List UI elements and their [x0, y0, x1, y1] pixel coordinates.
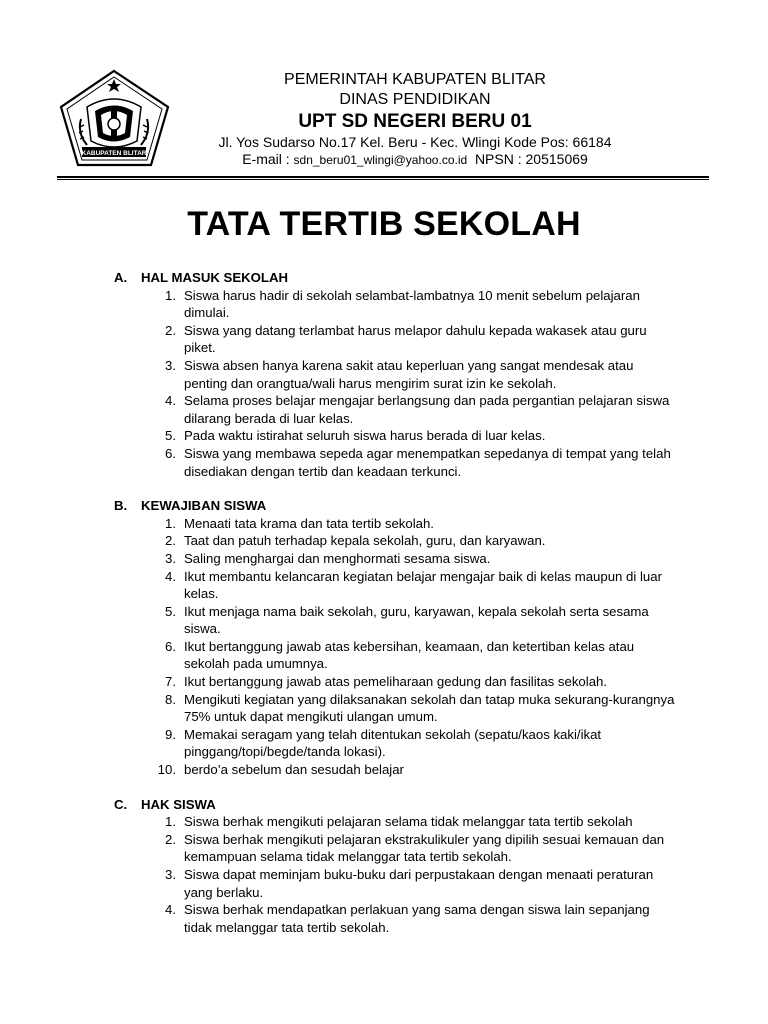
item-number: 5. [165, 603, 176, 619]
item-number: 5. [165, 428, 176, 444]
item-text: Memakai seragam yang telah ditentukan sekolah (sepatu/kaos kaki/ikat pinggang/topi/begde/tanda lokasi). [184, 726, 602, 760]
list-item [114, 550, 679, 568]
item-text: Siswa berhak mengikuti pelajaran ekstrakulikuler yang dipilih sesuai kemauan dan kemampuan selama tidak melanggar tata tertib sekolah. [184, 831, 665, 865]
section-heading-text: KEWAJIBAN SISWA [141, 498, 267, 514]
item-text: Menaati tata krama dan tata tertib sekolah. [184, 515, 434, 531]
kabupaten-blitar-emblem-icon [57, 67, 172, 169]
list-item [114, 515, 679, 533]
item-number: 1. [165, 814, 176, 830]
item-number: 10. [157, 762, 176, 778]
item-number: 4. [165, 568, 176, 584]
letterhead-school-name: UPT SD NEGERI BERU 01 [298, 111, 532, 133]
item-number: 3. [165, 550, 176, 566]
item-number: 2. [165, 831, 176, 847]
list-item [114, 427, 679, 445]
list-item [114, 532, 679, 550]
item-text: Pada waktu istirahat seluruh siswa harus berada di luar kelas. [184, 428, 546, 444]
item-number: 4. [165, 902, 176, 918]
section-heading [114, 269, 679, 287]
item-text: Saling menghargai dan menghormati sesama siswa. [184, 550, 491, 566]
item-text: Siswa berhak mendapatkan perlakuan yang sama dengan siswa lain sepanjang tidak melanggar tata tertib sekolah. [184, 902, 650, 935]
section-letter: C. [114, 796, 128, 812]
rules-sections [114, 269, 679, 953]
list-item [114, 691, 679, 726]
item-number: 8. [165, 691, 176, 707]
letterhead [180, 70, 650, 168]
item-text: Siswa yang membawa sepeda agar menempatkan sepedanya di tempat yang telah disediakan dengan tertib dan keadaan terkunci. [184, 445, 671, 479]
item-number: 4. [165, 393, 176, 409]
list-item [114, 831, 679, 866]
document-title: TATA TERTIB SEKOLAH [187, 205, 581, 243]
item-number: 6. [165, 445, 176, 461]
list-item [114, 901, 679, 936]
email-label: E-mail : [242, 151, 294, 168]
item-text: Ikut membantu kelancaran kegiatan belajar mengajar baik di kelas maupun di luar kelas. [184, 568, 662, 602]
item-text: Siswa berhak mengikuti pelajaran selama tidak melanggar tata tertib sekolah [184, 814, 633, 830]
list-item [114, 638, 679, 673]
letterhead-address: Jl. Yos Sudarso No.17 Kel. Beru - Kec. Wlingi Kode Pos: 66184 [218, 134, 612, 151]
list-item [114, 568, 679, 603]
section-heading [114, 796, 679, 814]
item-number: 6. [165, 638, 176, 654]
item-text: Siswa harus hadir di sekolah selambat-lambatnya 10 menit sebelum pelajaran dimulai. [184, 287, 640, 321]
letterhead-department: DINAS PENDIDIKAN [339, 90, 491, 108]
section-letter: A. [114, 270, 128, 285]
section [114, 269, 679, 480]
section [114, 796, 679, 937]
list-item [114, 445, 679, 480]
letterhead-contact [180, 151, 650, 168]
item-number: 3. [165, 357, 176, 373]
item-number: 2. [165, 322, 176, 338]
item-number: 1. [165, 287, 176, 303]
email-address: sdn_beru01_wlingi@yahoo.co.id [293, 153, 468, 168]
list-item [114, 673, 679, 691]
item-text: berdo’a sebelum dan sesudah belajar [184, 762, 404, 778]
item-number: 7. [165, 674, 176, 690]
list-item [114, 392, 679, 427]
list-item [114, 866, 679, 901]
item-text: Ikut menjaga nama baik sekolah, guru, karyawan, kepala sekolah serta sesama siswa. [184, 603, 649, 637]
letterhead-divider [57, 176, 709, 180]
item-number: 1. [165, 515, 176, 531]
letterhead-government: PEMERINTAH KABUPATEN BLITAR [284, 71, 546, 88]
section-heading [114, 497, 679, 515]
list-item [114, 357, 679, 392]
section-heading-text: HAK SISWA [141, 796, 216, 812]
list-item [114, 761, 679, 779]
rule-list [114, 287, 679, 481]
item-number: 3. [165, 867, 176, 882]
item-text: Siswa yang datang terlambat harus melapor dahulu kepada wakasek atau guru piket. [184, 322, 647, 356]
svg-text:KABUPATEN BLITAR: KABUPATEN BLITAR [81, 150, 147, 157]
rule-list [114, 515, 679, 779]
list-item [114, 603, 679, 638]
list-item [114, 726, 679, 761]
list-item [114, 813, 679, 831]
item-text: Mengikuti kegiatan yang dilaksanakan sekolah dan tatap muka sekurang-kurangnya 75% untuk dapat mengikuti ulangan umum. [184, 691, 675, 725]
list-item [114, 287, 679, 322]
list-item [114, 322, 679, 357]
item-text: Siswa absen hanya karena sakit atau keperluan yang sangat mendesak atau penting dan orangtua/wali harus mengirim surat izin ke sekolah. [184, 357, 634, 391]
item-text: Ikut bertanggung jawab atas pemeliharaan gedung dan fasilitas sekolah. [184, 674, 608, 690]
item-text: Selama proses belajar mengajar berlangsung dan pada pergantian pelajaran siswa dilarang berada di luar kelas. [184, 393, 670, 426]
item-text: Ikut bertanggung jawab atas kebersihan, keamaan, dan ketertiban kelas atau sekolah pada umumnya. [184, 638, 635, 672]
section-letter: B. [114, 498, 128, 514]
section [114, 497, 679, 779]
section-heading-text: HAL MASUK SEKOLAH [141, 270, 289, 285]
item-number: 2. [165, 533, 176, 549]
rule-list [114, 813, 679, 936]
item-number: 9. [165, 726, 176, 742]
npsn: NPSN : 20515069 [467, 151, 588, 168]
item-text: Taat dan patuh terhadap kepala sekolah, guru, dan karyawan. [184, 533, 546, 549]
item-text: Siswa dapat meminjam buku-buku dari perpustakaan dengan menaati peraturan yang berlaku. [184, 867, 654, 900]
